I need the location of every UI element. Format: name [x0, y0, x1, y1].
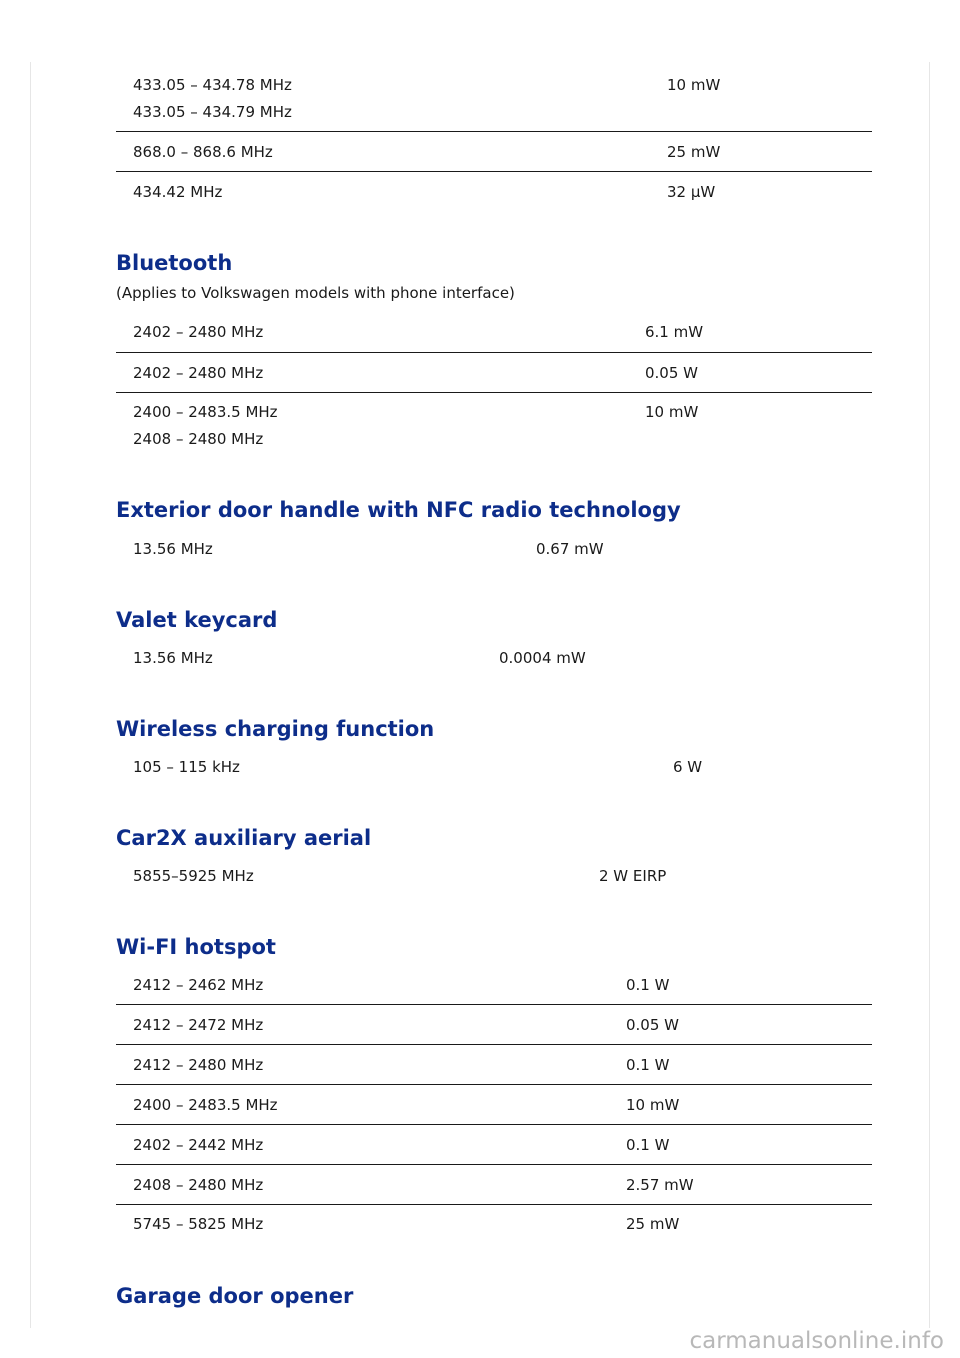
- power-cell: 0.1 W: [626, 1136, 670, 1154]
- section-heading-wireless-charging: Wireless charging function: [116, 717, 435, 741]
- frequency-cell: 2402 – 2480 MHz: [133, 323, 264, 341]
- frequency-cell: 13.56 MHz: [133, 540, 213, 558]
- row-divider: [116, 1124, 872, 1125]
- power-cell: 2.57 mW: [626, 1176, 694, 1194]
- section-heading-valet-keycard: Valet keycard: [116, 608, 278, 632]
- power-cell: 0.05 W: [626, 1016, 679, 1034]
- right-margin-rule: [929, 62, 930, 1328]
- power-cell: 32 µW: [667, 183, 716, 201]
- frequency-cell: 13.56 MHz: [133, 649, 213, 667]
- frequency-cell: 5855–5925 MHz: [133, 867, 254, 885]
- frequency-cell: 433.05 – 434.79 MHz: [133, 103, 292, 121]
- section-heading-car2x: Car2X auxiliary aerial: [116, 826, 372, 850]
- power-cell: 0.0004 mW: [499, 649, 586, 667]
- section-heading-bluetooth: Bluetooth: [116, 251, 233, 275]
- row-divider: [116, 171, 872, 172]
- power-cell: 25 mW: [667, 143, 721, 161]
- row-divider: [116, 131, 872, 132]
- power-cell: 10 mW: [626, 1096, 680, 1114]
- section-heading-wifi-hotspot: Wi-FI hotspot: [116, 935, 276, 959]
- power-cell: 0.67 mW: [536, 540, 604, 558]
- frequency-cell: 2412 – 2480 MHz: [133, 1056, 264, 1074]
- site-watermark: carmanualsonline.info: [689, 1328, 944, 1354]
- frequency-cell: 2400 – 2483.5 MHz: [133, 1096, 278, 1114]
- frequency-cell: 433.05 – 434.78 MHz: [133, 76, 292, 94]
- frequency-cell: 5745 – 5825 MHz: [133, 1215, 264, 1233]
- row-divider: [116, 1164, 872, 1165]
- section-note: (Applies to Volkswagen models with phone interface): [116, 284, 515, 302]
- frequency-cell: 2408 – 2480 MHz: [133, 430, 264, 448]
- frequency-cell: 2400 – 2483.5 MHz: [133, 403, 278, 421]
- frequency-cell: 2402 – 2442 MHz: [133, 1136, 264, 1154]
- frequency-cell: 2402 – 2480 MHz: [133, 364, 264, 382]
- section-heading-garage-door-opener: Garage door opener: [116, 1284, 354, 1308]
- power-cell: 0.05 W: [645, 364, 698, 382]
- power-cell: 6.1 mW: [645, 323, 704, 341]
- power-cell: 10 mW: [667, 76, 721, 94]
- row-divider: [116, 1084, 872, 1085]
- power-cell: 2 W EIRP: [599, 867, 667, 885]
- power-cell: 10 mW: [645, 403, 699, 421]
- power-cell: 25 mW: [626, 1215, 680, 1233]
- frequency-cell: 2412 – 2462 MHz: [133, 976, 264, 994]
- row-divider: [116, 1044, 872, 1045]
- frequency-cell: 2412 – 2472 MHz: [133, 1016, 264, 1034]
- power-cell: 0.1 W: [626, 1056, 670, 1074]
- row-divider: [116, 1004, 872, 1005]
- row-divider: [116, 392, 872, 393]
- power-cell: 6 W: [673, 758, 703, 776]
- frequency-cell: 868.0 – 868.6 MHz: [133, 143, 273, 161]
- section-heading-nfc: Exterior door handle with NFC radio technology: [116, 498, 681, 522]
- left-margin-rule: [30, 62, 31, 1328]
- frequency-cell: 434.42 MHz: [133, 183, 223, 201]
- power-cell: 0.1 W: [626, 976, 670, 994]
- row-divider: [116, 352, 872, 353]
- frequency-cell: 2408 – 2480 MHz: [133, 1176, 264, 1194]
- row-divider: [116, 1204, 872, 1205]
- frequency-cell: 105 – 115 kHz: [133, 758, 240, 776]
